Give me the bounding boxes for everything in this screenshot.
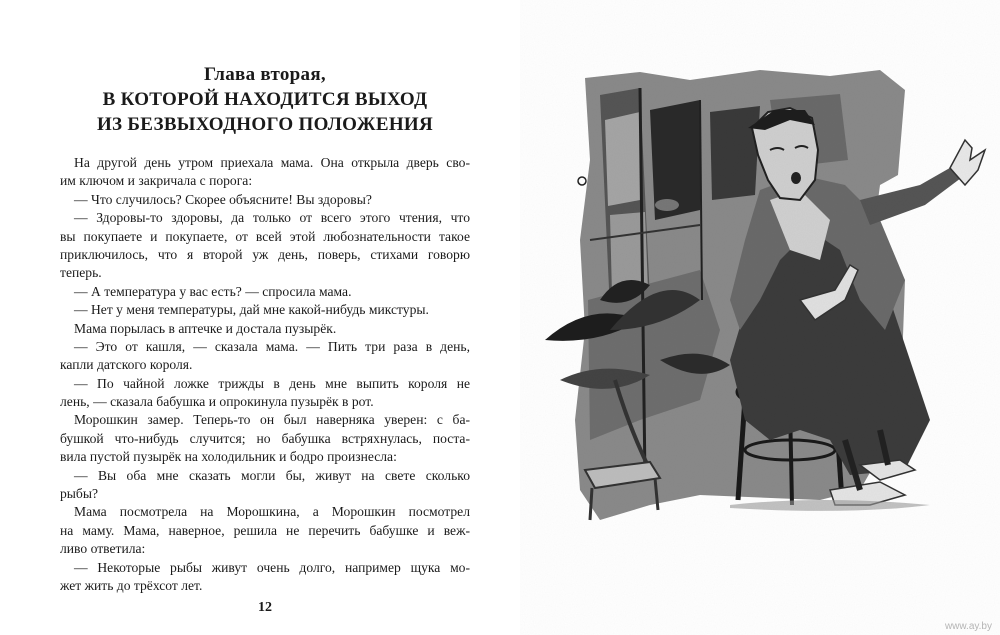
text-line: — Некоторые рыбы живут очень долго, например щука мо- xyxy=(74,559,470,575)
text-line: — Вы оба мне сказать могли бы, живут на свете сколько xyxy=(74,467,470,483)
text-line: — А температура у вас есть? — спросила мама. xyxy=(74,283,352,299)
text-line: им ключом и закричала с порога: xyxy=(60,173,253,189)
right-page xyxy=(520,0,1000,635)
text-line: — Нет у меня температуры, дай мне какой-нибудь микстуры. xyxy=(74,302,429,318)
text-line: рыбы? xyxy=(60,486,99,502)
chapter-title-line3: ИЗ БЕЗВЫХОДНОГО ПОЛОЖЕНИЯ xyxy=(96,114,434,135)
text-line: — По чайной ложке трижды в день мне выпить короля не xyxy=(74,375,470,391)
page-number: 12 xyxy=(258,600,272,615)
text-line: — Здоровы-то здоровы, да только от всего этого чтения, что xyxy=(74,210,470,226)
text-line: приключилось, что я второй уж день, поверь, стихами говорю xyxy=(60,246,470,262)
watermark: www.ay.by xyxy=(944,621,992,632)
text-line: Морошкин замер. Теперь-то он был наверняка уверен: с ба- xyxy=(74,412,470,428)
text-line: вы покупаете и покупаете, от всей этой любознательности такое xyxy=(60,228,470,244)
chapter-title xyxy=(60,62,470,137)
text-line: ливо ответила: xyxy=(60,541,146,557)
text-line: теперь. xyxy=(60,265,102,281)
text-line: капли датского короля. xyxy=(60,357,193,373)
text-line: вила пустой пузырёк на холодильник и бодро произнесла: xyxy=(60,449,397,465)
text-line: На другой день утром приехала мама. Она открыла дверь сво- xyxy=(74,155,470,170)
text-line: Мама посмотрела на Морошкина, а Морошкин посмотрел xyxy=(74,504,470,520)
text-line: лень, — сказала бабушка и опрокинула пузырёк в рот. xyxy=(60,394,374,410)
text-line: — Это от кашля, — сказала мама. — Пить три раза в день, xyxy=(74,338,470,354)
illustration-grandmother-reciting xyxy=(520,0,1000,635)
text-line: жет жить до трёхсот лет. xyxy=(60,577,203,593)
chapter-title-line1: Глава вторая, xyxy=(204,64,326,85)
text-line: на маму. Мама, наверное, решила не перечить бабушке и веж- xyxy=(60,522,470,538)
text-line: — Что случилось? Скорее объясните! Вы здоровы? xyxy=(74,191,372,207)
text-line: Мама порылась в аптечке и достала пузырёк. xyxy=(74,320,337,336)
chapter-body-text xyxy=(60,154,470,595)
chapter-title-line2: В КОТОРОЙ НАХОДИТСЯ ВЫХОД xyxy=(102,89,428,110)
text-line: бушкой что-нибудь случится; но бабушка встряхнулась, поста- xyxy=(60,430,470,446)
